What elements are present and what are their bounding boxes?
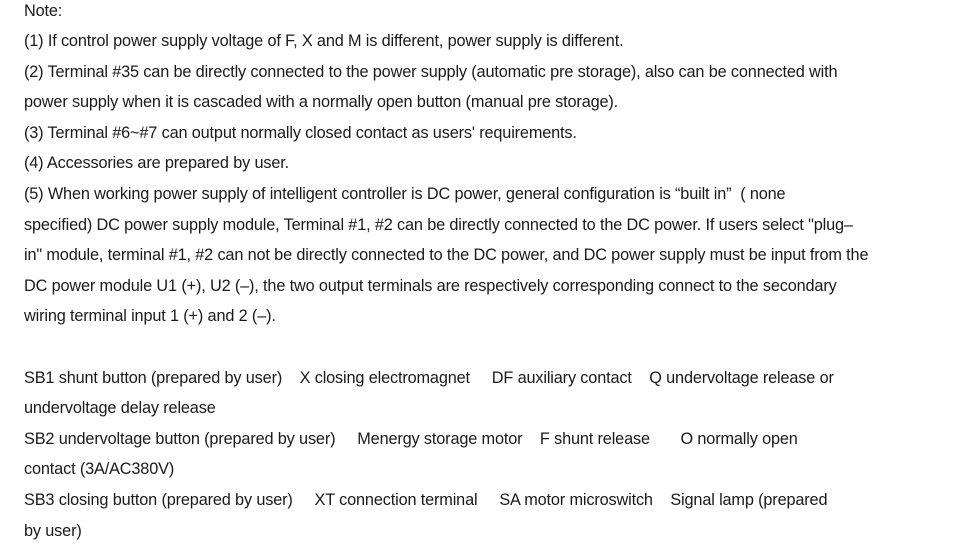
note-line-7: specified) DC power supply module, Terminal #1, #2 can be directly connected to the DC power. If users select "plug–: [24, 210, 964, 241]
document-page: [24, 0, 964, 546]
note-line-5: (4) Accessories are prepared by user.: [24, 148, 964, 179]
legend-line-1: SB1 shunt button (prepared by user) X closing electromagnet DF auxiliary contact Q undervoltage release or: [24, 363, 964, 394]
legend-line-3: SB2 undervoltage button (prepared by user) Menergy storage motor F shunt release O normally open: [24, 424, 964, 455]
legend-line-5: SB3 closing button (prepared by user) XT connection terminal SA motor microswitch Signal lamp (prepared: [24, 485, 964, 516]
legend-line-6: by user): [24, 516, 964, 546]
section-spacer: [24, 332, 964, 363]
legend-line-4: contact (3A/AC380V): [24, 454, 964, 485]
note-line-1: (1) If control power supply voltage of F, X and M is different, power supply is different.: [24, 26, 964, 57]
note-line-4: (3) Terminal #6~#7 can output normally closed contact as users' requirements.: [24, 118, 964, 149]
note-line-8: in" module, terminal #1, #2 can not be directly connected to the DC power, and DC power supply must be input from the: [24, 240, 964, 271]
legend-line-2: undervoltage delay release: [24, 393, 964, 424]
note-line-10: wiring terminal input 1 (+) and 2 (–).: [24, 301, 964, 332]
note-line-3: power supply when it is cascaded with a normally open button (manual pre storage).: [24, 87, 964, 118]
note-heading: Note:: [24, 0, 964, 26]
note-line-6: (5) When working power supply of intelligent controller is DC power, general configuration is “built in” ( none: [24, 179, 964, 210]
note-line-2: (2) Terminal #35 can be directly connected to the power supply (automatic pre storage), also can be connected with: [24, 57, 964, 88]
note-line-9: DC power module U1 (+), U2 (–), the two output terminals are respectively corresponding connect to the secondary: [24, 271, 964, 302]
